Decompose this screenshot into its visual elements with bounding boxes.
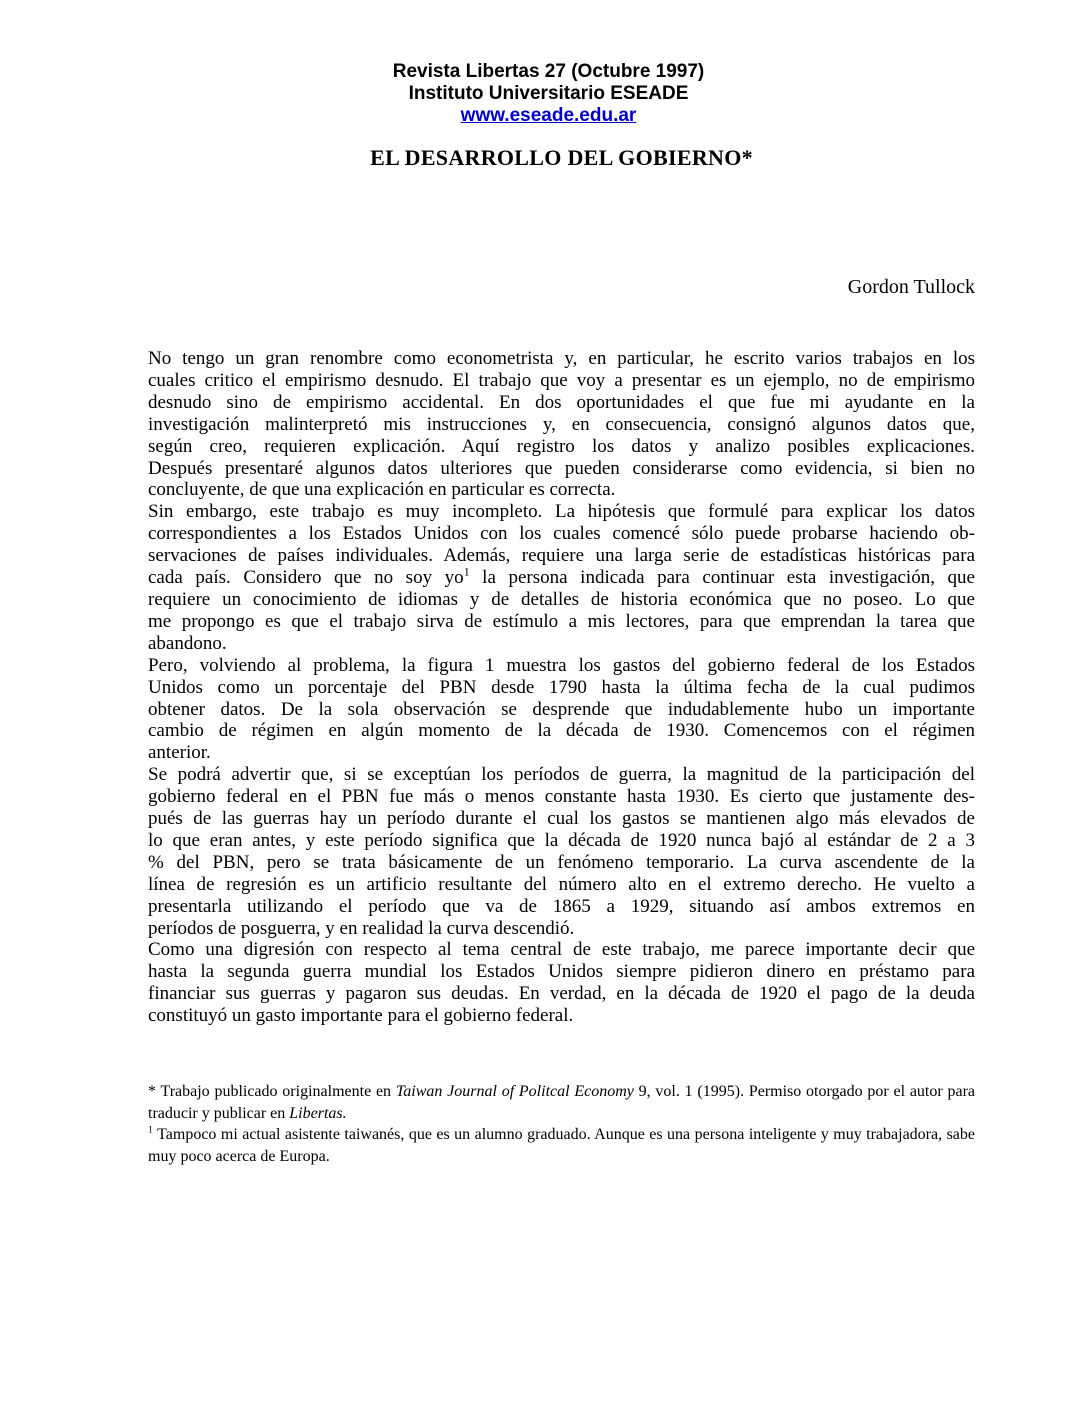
body-line: Después presentaré algunos datos ulteriores que pueden considerarse como evidencia, si bien no [148, 457, 975, 479]
body-line: abandono. [148, 632, 227, 654]
journal-title: Revista Libertas 27 (Octubre 1997) [392, 61, 705, 82]
body-line: investigación malinterpretó mis instrucciones y, en consecuencia, consignó algunos datos que, [148, 413, 975, 435]
body-line: Pero, volviendo al problema, la figura 1 muestra los gastos del gobierno federal de los Estados [148, 654, 975, 676]
body-line: me propongo es que el trabajo sirva de estímulo a mis lectores, para que emprendan la tarea que [148, 610, 975, 632]
author-name: Gordon Tullock [847, 276, 975, 298]
body-line: lo que eran antes, y este período significa que la década de 1920 nunca bajó al estándar de 2 a 3 [148, 829, 975, 851]
publication-name-italic: Libertas. [289, 1104, 347, 1122]
paragraph [148, 939, 975, 1027]
body-line: Unidos como un porcentaje del PBN desde 1790 hasta la última fecha de la cual pudimos [148, 676, 975, 698]
website-line [135, 105, 962, 127]
body-line: cambio de régimen en algún momento de la década de 1930. Comencemos con el régimen [148, 720, 975, 742]
website-link[interactable]: www.eseade.edu.ar [460, 105, 637, 126]
body-line [148, 567, 975, 589]
body-line: Como una digresión con respecto al tema central de este trabajo, me parece importante decir que [148, 939, 975, 961]
body-line: Sin embargo, este trabajo es muy incompleto. La hipótesis que formulé para explicar los datos [148, 501, 975, 523]
body-line: % del PBN, pero se trata básicamente de un fenómeno temporario. La curva ascendente de la [148, 851, 975, 873]
footnotes-section [148, 1081, 975, 1167]
footnote-text: * Trabajo publicado originalmente en [148, 1083, 396, 1100]
article-body [148, 348, 975, 1027]
article-title: EL DESARROLLO DEL GOBIERNO* [370, 145, 753, 170]
body-line-text: cada país. Considero que no soy yo [148, 567, 464, 589]
footnote-text: Tampoco mi actual asistente taiwanés, que es un alumno graduado. Aunque es una persona inteligente y muy trabajadora, sabe muy poco acerca de Europa. [148, 1126, 975, 1165]
paragraph [148, 501, 975, 654]
institute-name: Instituto Universitario ESEADE [408, 83, 689, 104]
body-line: hasta la segunda guerra mundial los Estados Unidos siempre pidieron dinero en préstamo para [148, 961, 975, 983]
body-line: correspondientes a los Estados Unidos con los cuales comencé sólo puede probarse haciendo ob- [148, 523, 975, 545]
body-line: financiar sus guerras y pagaron sus deudas. En verdad, en la década de 1920 el pago de la deuda [148, 983, 975, 1005]
footnote-text: 9, vol. 1 (1995). Permiso otorgado por el autor para traducir y publicar en [148, 1083, 976, 1122]
body-line: constituyó un gasto importante para el gobierno federal. [148, 1005, 574, 1027]
body-line: obtener datos. De la sola observación se desprende que indudablemente hubo un importante [148, 698, 975, 720]
body-line: anterior. [148, 742, 211, 764]
page-header [135, 61, 962, 127]
footnote-reference: 1 [463, 565, 470, 579]
footnote-1 [148, 1124, 975, 1167]
body-line: períodos de posguerra, y en realidad la curva descendió. [148, 917, 575, 939]
body-line: presentarla utilizando el período que va de 1865 a 1929, situando así ambos extremos en [148, 895, 975, 917]
journal-name-italic: Taiwan Journal of Politcal Economy [395, 1083, 634, 1100]
body-line: gobierno federal en el PBN fue más o menos constante hasta 1930. Es cierto que justamente des- [148, 786, 975, 808]
paragraph [148, 348, 975, 501]
body-line: desnudo sino de empirismo accidental. En dos oportunidades el que fue mi ayudante en la [148, 391, 975, 413]
body-line: No tengo un gran renombre como econometrista y, en particular, he escrito varios trabajos en los [148, 348, 975, 369]
body-line: pués de las guerras hay un período durante el cual los gastos se mantienen algo más elevados de [148, 808, 975, 830]
body-line: servaciones de países individuales. Además, requiere una larga serie de estadísticas históricas para [148, 545, 975, 567]
body-line: cuales critico el empirismo desnudo. El trabajo que voy a presentar es un ejemplo, no de empirismo [148, 369, 975, 391]
body-line: Se podrá advertir que, si se exceptúan los períodos de guerra, la magnitud de la participación del [148, 764, 975, 786]
paragraph [148, 655, 975, 765]
body-line-text: la persona indicada para continuar esta investigación, que [469, 567, 975, 589]
footnote-asterisk [148, 1081, 975, 1124]
body-line: línea de regresión es un artificio resultante del número alto en el extremo derecho. He vuelto a [148, 873, 975, 895]
body-line: requiere un conocimiento de idiomas y de detalles de historia económica que no poseo. Lo que [148, 588, 975, 610]
footnote-marker: 1 [148, 1124, 153, 1136]
body-line: según creo, requieren explicación. Aquí registro los datos y analizo posibles explicaciones. [148, 435, 975, 457]
paragraph [148, 764, 975, 939]
body-line: concluyente, de que una explicación en particular es correcta. [148, 479, 616, 501]
